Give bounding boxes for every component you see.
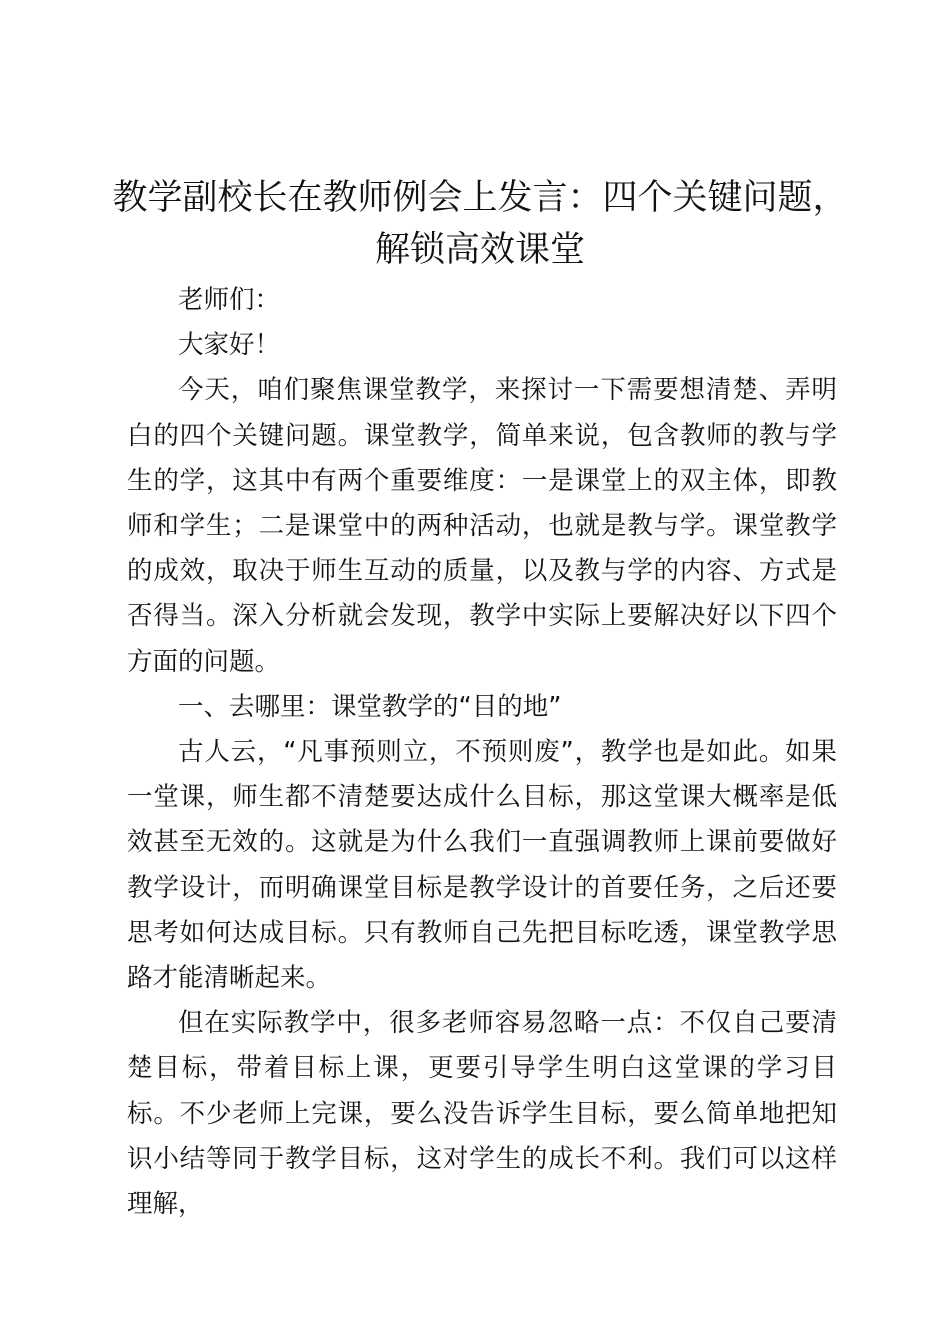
paragraph-intro: 今天，咱们聚焦课堂教学，来探讨一下需要想清楚、弄明白的四个关键问题。课堂教学，简单来说，包含教师的教与学生的学，这其中有两个重要维度：一是课堂上的双主体，即教师和学生；二是课堂中的两种活动，也就是教与学。课堂教学的成效，取决于师生互动的质量，以及教与学的内容、方式是否得当。深入分析就会发现，教学中实际上要解决好以下四个方面的问题。 — [127, 375, 837, 677]
document-body — [127, 278, 837, 1227]
salutation: 老师们： — [178, 285, 281, 315]
paragraph-section-1b: 但在实际教学中，很多老师容易忽略一点：不仅自己要清楚目标，带着目标上课，更要引导学生明白这堂课的学习目标。不少老师上完课，要么没告诉学生目标，要么简单地把知识小结等同于教学目标，这对学生的成长不利。我们可以这样理解， — [127, 1008, 837, 1220]
greeting: 大家好！ — [178, 330, 281, 361]
section-heading-1: 一、去哪里：课堂教学的“目的地” — [178, 691, 562, 722]
paragraph-section-1a: 古人云，“凡事预则立，不预则废”，教学也是如此。如果一堂课，师生都不清楚要达成什么目标，那这堂课大概率是低效甚至无效的。这就是为什么我们一直强调教师上课前要做好教学设计，而明确课堂目标是教学设计的首要任务，之后还要思考如何达成目标。只有教师自己先把目标吃透，课堂教学思路才能清晰起来。 — [127, 737, 837, 994]
document-title: 教学副校长在教师例会上发言：四个关键问题，解锁高效课堂 — [112, 178, 848, 270]
